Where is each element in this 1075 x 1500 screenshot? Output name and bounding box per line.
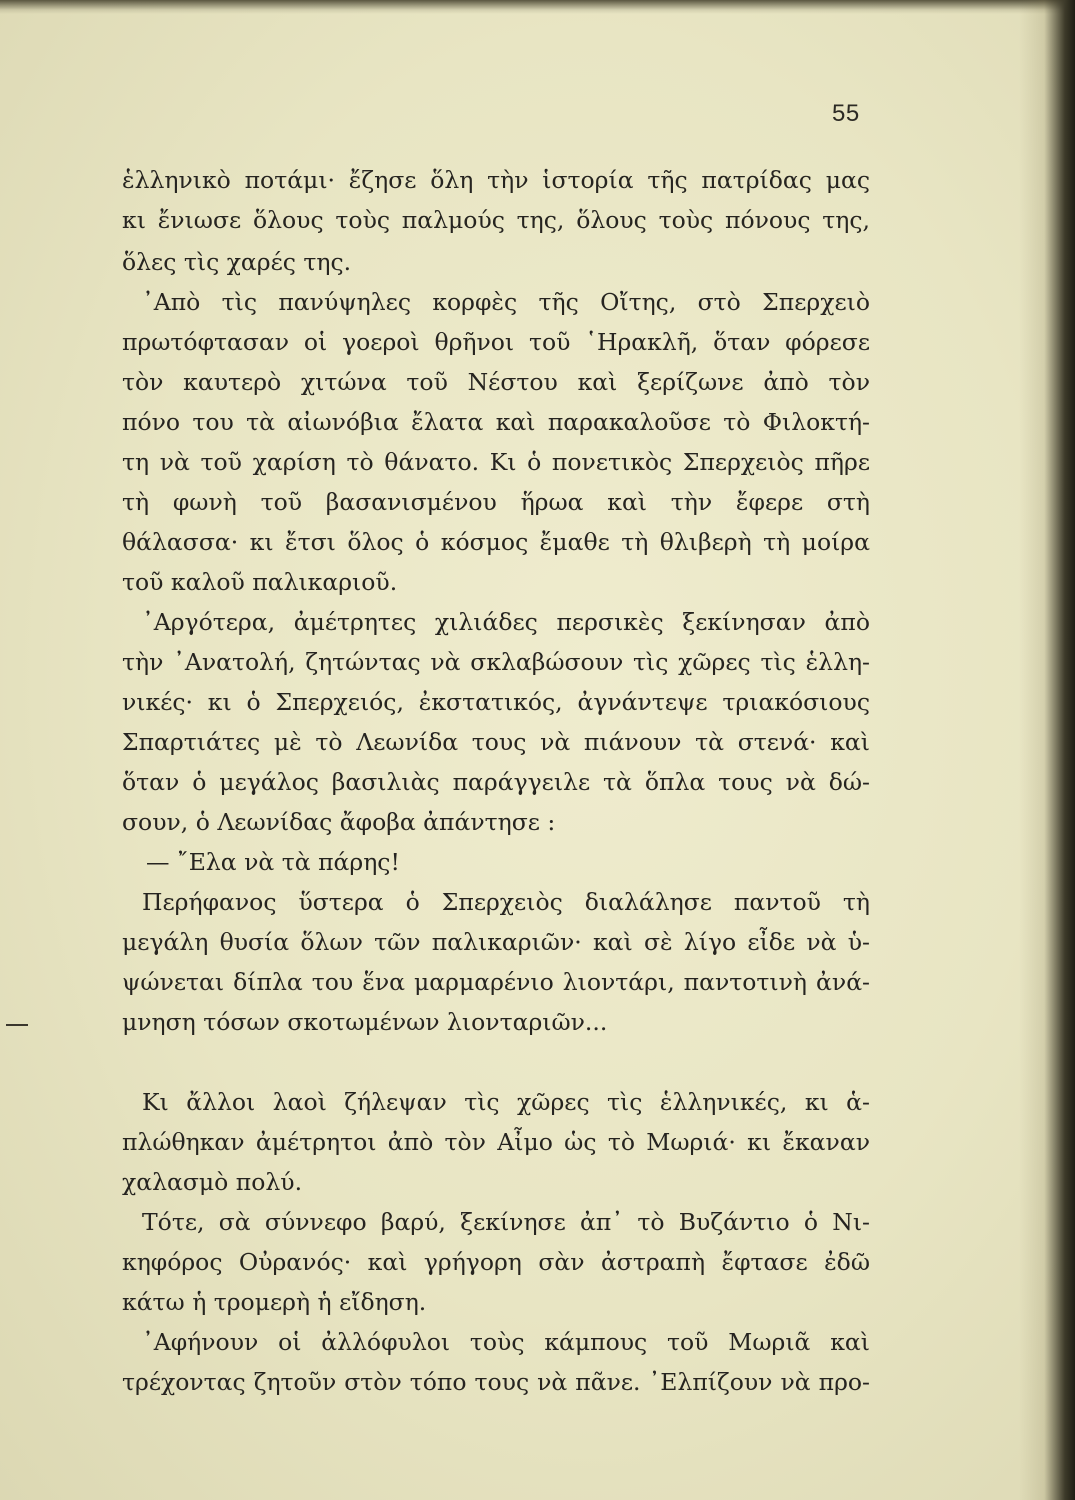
text-line: πλώθηκαν ἀμέτρητοι ἀπὸ τὸν Αἶμο ὡς τὸ Μωριά· κι ἔκαναν bbox=[122, 1128, 870, 1156]
text-line: ὅλες τὶς χαρές της. bbox=[122, 248, 352, 276]
text-line: τὴν ᾿Ανατολή, ζητώντας νὰ σκλαβώσουν τὶς χῶρες τὶς ἑλλη- bbox=[122, 648, 870, 676]
text-line: τὴ φωνὴ τοῦ βασανισμένου ἥρωα καὶ τὴν ἔφερε στὴ bbox=[122, 488, 870, 516]
page-edge-shadow bbox=[1019, 0, 1075, 1500]
text-line: ᾿Απὸ τὶς πανύψηλες κορφὲς τῆς Οἴτης, στὸ Σπερχειὸ bbox=[142, 288, 870, 316]
text-line: ᾿Αργότερα, ἀμέτρητες χιλιάδες περσικὲς ξεκίνησαν ἀπὸ bbox=[142, 608, 870, 636]
page-top-shadow bbox=[0, 0, 1075, 14]
text-line: χαλασμὸ πολύ. bbox=[122, 1168, 303, 1196]
text-line: σουν, ὁ Λεωνίδας ἄφοβα ἀπάντησε : bbox=[122, 808, 556, 836]
text-line: τη νὰ τοῦ χαρίση τὸ θάνατο. Κι ὁ πονετικὸς Σπερχειὸς πῆρε bbox=[122, 448, 870, 476]
page-number: 55 bbox=[832, 100, 860, 127]
text-line: Περήφανος ὕστερα ὁ Σπερχειὸς διαλάλησε παντοῦ τὴ bbox=[142, 888, 870, 916]
text-line: κάτω ἡ τρομερὴ ἡ εἴδηση. bbox=[122, 1288, 427, 1316]
text-line: κηφόρος Οὐρανός· καὶ γρήγορη σὰν ἀστραπὴ ἔφτασε ἐδῶ bbox=[122, 1248, 870, 1276]
text-line: πρωτόφτασαν οἱ γοεροὶ θρῆνοι τοῦ ῾Ηρακλῆ, ὅταν φόρεσε bbox=[122, 328, 870, 356]
text-line: τρέχοντας ζητοῦν στὸν τόπο τους νὰ πᾶνε. ᾿Ελπίζουν νὰ προ- bbox=[122, 1368, 870, 1396]
text-line: τοῦ καλοῦ παλικαριοῦ. bbox=[122, 568, 398, 596]
text-line: ὅταν ὁ μεγάλος βασιλιὰς παράγγειλε τὰ ὅπλα τους νὰ δώ- bbox=[122, 768, 870, 796]
text-line: μεγάλη θυσία ὅλων τῶν παλικαριῶν· καὶ σὲ λίγο εἶδε νὰ ὑ- bbox=[122, 928, 870, 956]
text-line: ᾿Αφήνουν οἱ ἀλλόφυλοι τοὺς κάμπους τοῦ Μωριᾶ καὶ bbox=[142, 1328, 870, 1356]
text-line: ψώνεται δίπλα του ἕνα μαρμαρένιο λιοντάρι, παντοτινὴ ἀνά- bbox=[122, 968, 870, 996]
text-line: κι ἔνιωσε ὅλους τοὺς παλμούς της, ὅλους τοὺς πόνους της, bbox=[122, 206, 870, 234]
text-line: τὸν καυτερὸ χιτώνα τοῦ Νέστου καὶ ξερίζωνε ἀπὸ τὸν bbox=[122, 368, 870, 396]
text-line: θάλασσα· κι ἔτσι ὅλος ὁ κόσμος ἔμαθε τὴ θλιβερὴ τὴ μοίρα bbox=[122, 528, 870, 556]
text-line: πόνο του τὰ αἰωνόβια ἔλατα καὶ παρακαλοῦσε τὸ Φιλοκτή- bbox=[122, 408, 870, 436]
text-line: Κι ἄλλοι λαοὶ ζήλεψαν τὶς χῶρες τὶς ἑλληνικές, κι ἁ- bbox=[142, 1088, 870, 1116]
text-line: Σπαρτιάτες μὲ τὸ Λεωνίδα τους νὰ πιάνουν τὰ στενά· καὶ bbox=[122, 728, 870, 756]
text-line: ἑλληνικὸ ποτάμι· ἔζησε ὅλη τὴν ἱστορία τῆς πατρίδας μας bbox=[122, 166, 870, 194]
text-line: νικές· κι ὁ Σπερχειός, ἐκστατικός, ἀγνάντεψε τριακόσιους bbox=[122, 688, 870, 716]
text-line: — ῎Ελα νὰ τὰ πάρης! bbox=[146, 848, 400, 876]
text-line: μνηση τόσων σκοτωμένων λιονταριῶν... bbox=[122, 1008, 608, 1036]
text-line: Τότε, σὰ σύννεφο βαρύ, ξεκίνησε ἀπ᾿ τὸ Βυζάντιο ὁ Νι- bbox=[142, 1208, 870, 1236]
margin-mark bbox=[6, 1024, 28, 1026]
